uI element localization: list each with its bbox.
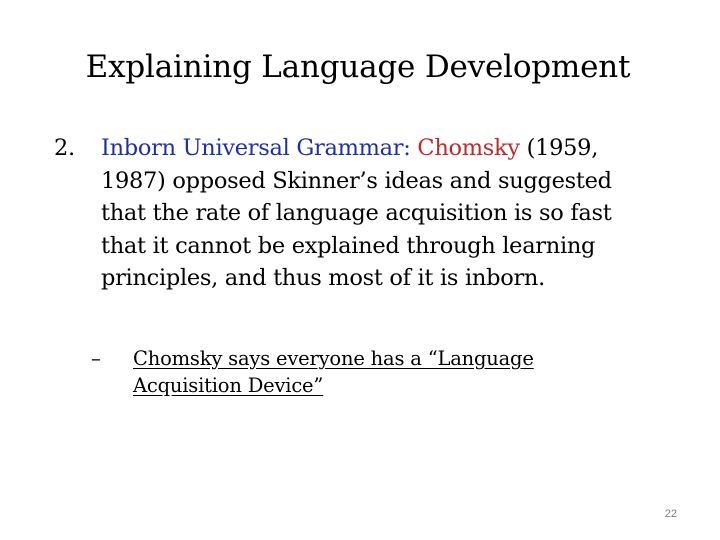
sub-bullet-text xyxy=(133,345,603,399)
item-line-1 xyxy=(101,132,701,165)
sub-bullet-line-1: Chomsky says everyone has a “Language xyxy=(133,347,534,370)
slide-title: Explaining Language Development xyxy=(85,49,631,85)
item-line-4: that it cannot be explained through learning xyxy=(101,232,596,259)
item-line-1-rest: (1959, xyxy=(526,135,599,161)
sub-bullet-line-2: Acquisition Device” xyxy=(133,374,324,397)
item-body xyxy=(101,132,701,295)
page-number: 22 xyxy=(664,508,677,520)
item-line-3: that the rate of language acquisition is so fast xyxy=(101,200,612,226)
item-number: 2. xyxy=(54,135,75,161)
item-line-5: principles, and thus most of it is inborn. xyxy=(101,265,545,291)
item-heading: Inborn Universal Grammar: xyxy=(101,135,411,161)
chomsky-name: Chomsky xyxy=(417,135,520,161)
dash-bullet: – xyxy=(91,347,101,370)
item-line-2: 1987) opposed Skinner’s ideas and suggested xyxy=(101,167,612,194)
